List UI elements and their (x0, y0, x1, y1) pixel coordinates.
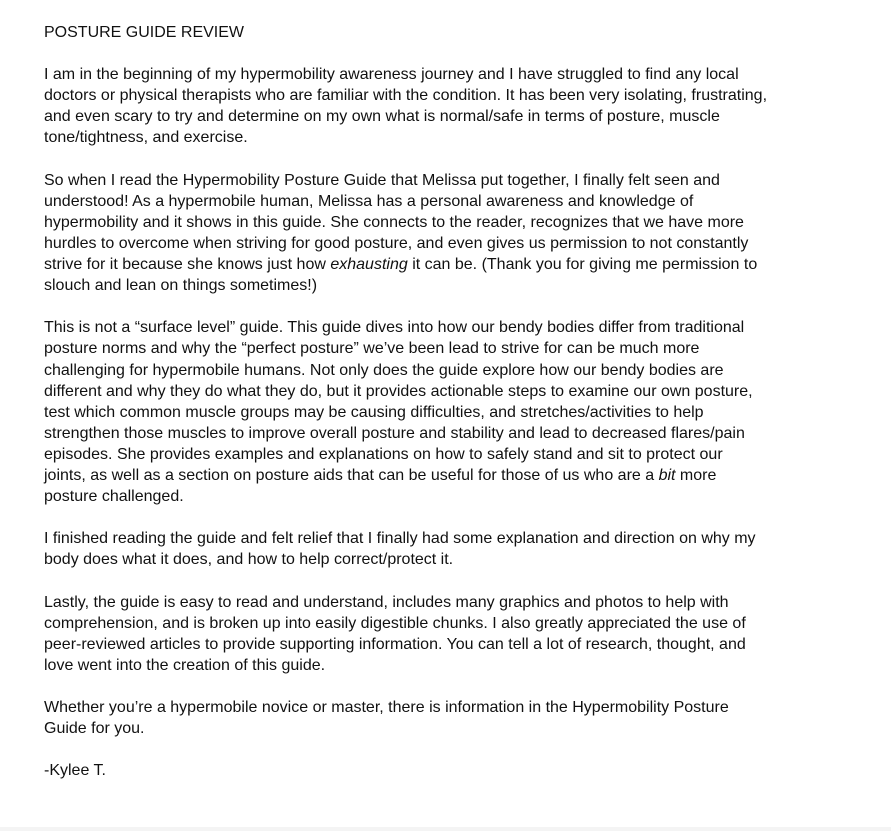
text-line: posture norms and why the “perfect posture” we’ve been lead to strive for can be much more (44, 340, 700, 358)
text-line: hypermobility and it shows in this guide. She connects to the reader, recognizes that we have more (44, 213, 744, 231)
paragraph (44, 697, 767, 739)
italic-text: exhausting (330, 256, 408, 274)
text-line: strengthen those muscles to improve overall posture and stability and lead to decreased flares/pain (44, 424, 745, 442)
spacer (44, 507, 767, 528)
text-line: challenging for hypermobile humans. Not only does the guide explore how our bendy bodies are (44, 361, 724, 379)
text-line: Whether you’re a hypermobile novice or master, there is information in the Hypermobility Posture (44, 699, 729, 716)
spacer (44, 739, 767, 760)
text-line: episodes. She provides examples and explanations on how to safely stand and sit to protect our (44, 445, 723, 463)
text-line: I finished reading the guide and felt relief that I finally had some explanation and direction on why my (44, 530, 756, 548)
text-line: So when I read the Hypermobility Posture Guide that Melissa put together, I finally felt seen and (44, 171, 720, 189)
text-line: Guide for you. (44, 720, 145, 738)
text-line: Lastly, the guide is easy to read and understand, includes many graphics and photos to help with (44, 593, 729, 611)
document-body (44, 64, 767, 781)
spacer (44, 296, 767, 317)
text-line: love went into the creation of this guide. (44, 656, 326, 674)
text-line: slouch and lean on things sometimes!) (44, 277, 318, 295)
text-line: different and why they do what they do, but it provides actionable steps to examine our own posture, (44, 382, 753, 400)
page-bottom-edge (0, 827, 891, 831)
paragraph (44, 592, 767, 676)
italic-text: bit (658, 466, 676, 484)
text-line: tone/tightness, and exercise. (44, 129, 248, 147)
paragraph (44, 64, 767, 148)
text-line: and even scary to try and determine on my own what is normal/safe in terms of posture, muscle (44, 108, 720, 126)
paragraph (44, 317, 767, 507)
text-line: test which common muscle groups may be causing difficulties, and stretches/activities to help (44, 403, 704, 421)
text-line (44, 254, 767, 275)
text-segment: strive for it because she knows just how (44, 256, 331, 274)
document-title: POSTURE GUIDE REVIEW (44, 24, 245, 41)
spacer (44, 43, 767, 64)
text-line (44, 465, 767, 486)
text-line: understood! As a hypermobile human, Melissa has a personal awareness and knowledge of (44, 192, 694, 210)
text-line: -Kylee T. (44, 762, 106, 780)
text-line: This is not a “surface level” guide. This guide dives into how our bendy bodies differ from traditional (44, 319, 745, 337)
paragraph (44, 170, 767, 297)
text-line: posture challenged. (44, 488, 184, 506)
text-segment: it can be. (Thank you for giving me permission to (407, 256, 758, 274)
spacer (44, 149, 767, 170)
review-document (44, 22, 767, 781)
text-line: doctors or physical therapists who are familiar with the condition. It has been very isolating, frustrating, (44, 87, 768, 105)
text-line: hurdles to overcome when striving for good posture, and even gives us permission to not constantly (44, 234, 749, 252)
spacer (44, 676, 767, 697)
signature (44, 760, 767, 781)
text-segment: more (675, 466, 717, 484)
text-line: body does what it does, and how to help correct/protect it. (44, 551, 454, 569)
text-line: peer-reviewed articles to provide supporting information. You can tell a lot of research, thought, and (44, 635, 746, 653)
paragraph (44, 528, 767, 570)
text-line: I am in the beginning of my hypermobility awareness journey and I have struggled to find any local (44, 66, 739, 84)
text-segment: joints, as well as a section on posture aids that can be useful for those of us who are a (44, 466, 659, 484)
text-line: comprehension, and is broken up into easily digestible chunks. I also greatly appreciated the use of (44, 614, 746, 632)
spacer (44, 570, 767, 591)
